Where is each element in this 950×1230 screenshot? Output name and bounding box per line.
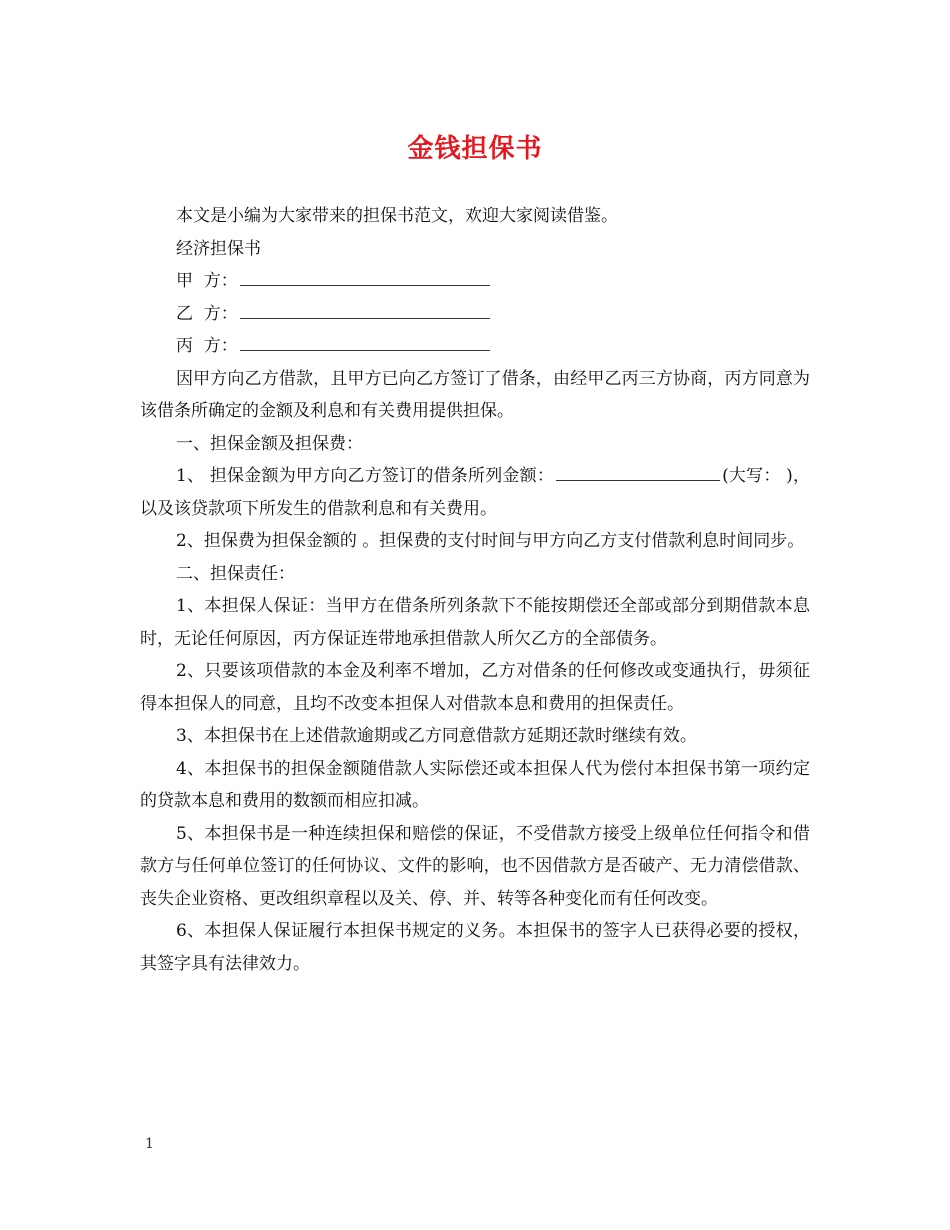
- section1-item1-text: 1、 担保金额为甲方向乙方签订的借条所列金额：: [176, 466, 555, 486]
- party-bing-label: 丙 方：: [176, 336, 238, 356]
- amount-blank: [556, 462, 720, 481]
- party-bing-blank: [240, 330, 490, 351]
- party-jia-blank: [240, 265, 490, 286]
- section2-item: 2、只要该项借款的本金及利率不增加，乙方对借条的任何修改或变通执行，毋须征得本担保人的同意，且均不改变本担保人对借款本息和费用的担保责任。: [140, 661, 810, 714]
- document-body: [140, 200, 810, 980]
- intro-paragraph: 本文是小编为大家带来的担保书范文，欢迎大家阅读借鉴。: [176, 206, 618, 226]
- section1-heading: 一、担保金额及担保费：: [176, 433, 363, 454]
- party-bing-field: [140, 330, 810, 363]
- party-yi-field: [140, 298, 810, 331]
- party-jia-label: 甲 方：: [176, 271, 238, 291]
- section1-item1: [140, 460, 810, 525]
- section1-item1-text-end: (大写： )，以及该贷款项下所发生的借款利息和有关费用。: [140, 466, 811, 519]
- document-title: 金钱担保书: [407, 134, 543, 164]
- document-subtitle: 经济担保书: [176, 238, 261, 259]
- party-yi-label: 乙 方：: [176, 303, 238, 324]
- section1-item2: 2、担保费为担保金额的 。担保费的支付时间与甲方向乙方支付借款利息时间同步。: [176, 531, 805, 551]
- section2-item: 3、本担保书在上述借款逾期或乙方同意借款方延期还款时继续有效。: [176, 726, 697, 746]
- section2-item: 5、本担保书是一种连续担保和赔偿的保证，不受借款方接受上级单位任何指令和借款方与任何单位签订的任何协议、文件的影响，也不因借款方是否破产、无力清偿借款、丧失企业资格、更改组织章程以及关、停、并、转等各种变化而有任何改变。: [140, 823, 810, 909]
- section2-item: 6、本担保人保证履行本担保书规定的义务。本担保书的签字人已获得必要的授权，其签字具有法律效力。: [140, 921, 810, 974]
- party-yi-blank: [240, 298, 490, 319]
- section2-heading: 二、担保责任：: [176, 563, 295, 584]
- section2-item: 1、本担保人保证：当甲方在借条所列条款下不能按期偿还全部或部分到期借款本息时，无论任何原因，丙方保证连带地承担借款人所欠乙方的全部债务。: [140, 596, 810, 649]
- preamble-paragraph: 因甲方向乙方借款，且甲方已向乙方签订了借条，由经甲乙丙三方协商，丙方同意为该借条所确定的金额及利息和有关费用提供担保。: [140, 368, 810, 421]
- page-number: 1: [145, 1136, 154, 1152]
- section2-item: 4、本担保书的担保金额随借款人实际偿还或本担保人代为偿付本担保书第一项约定的贷款本息和费用的数额而相应扣减。: [140, 758, 810, 811]
- party-jia-field: [140, 265, 810, 298]
